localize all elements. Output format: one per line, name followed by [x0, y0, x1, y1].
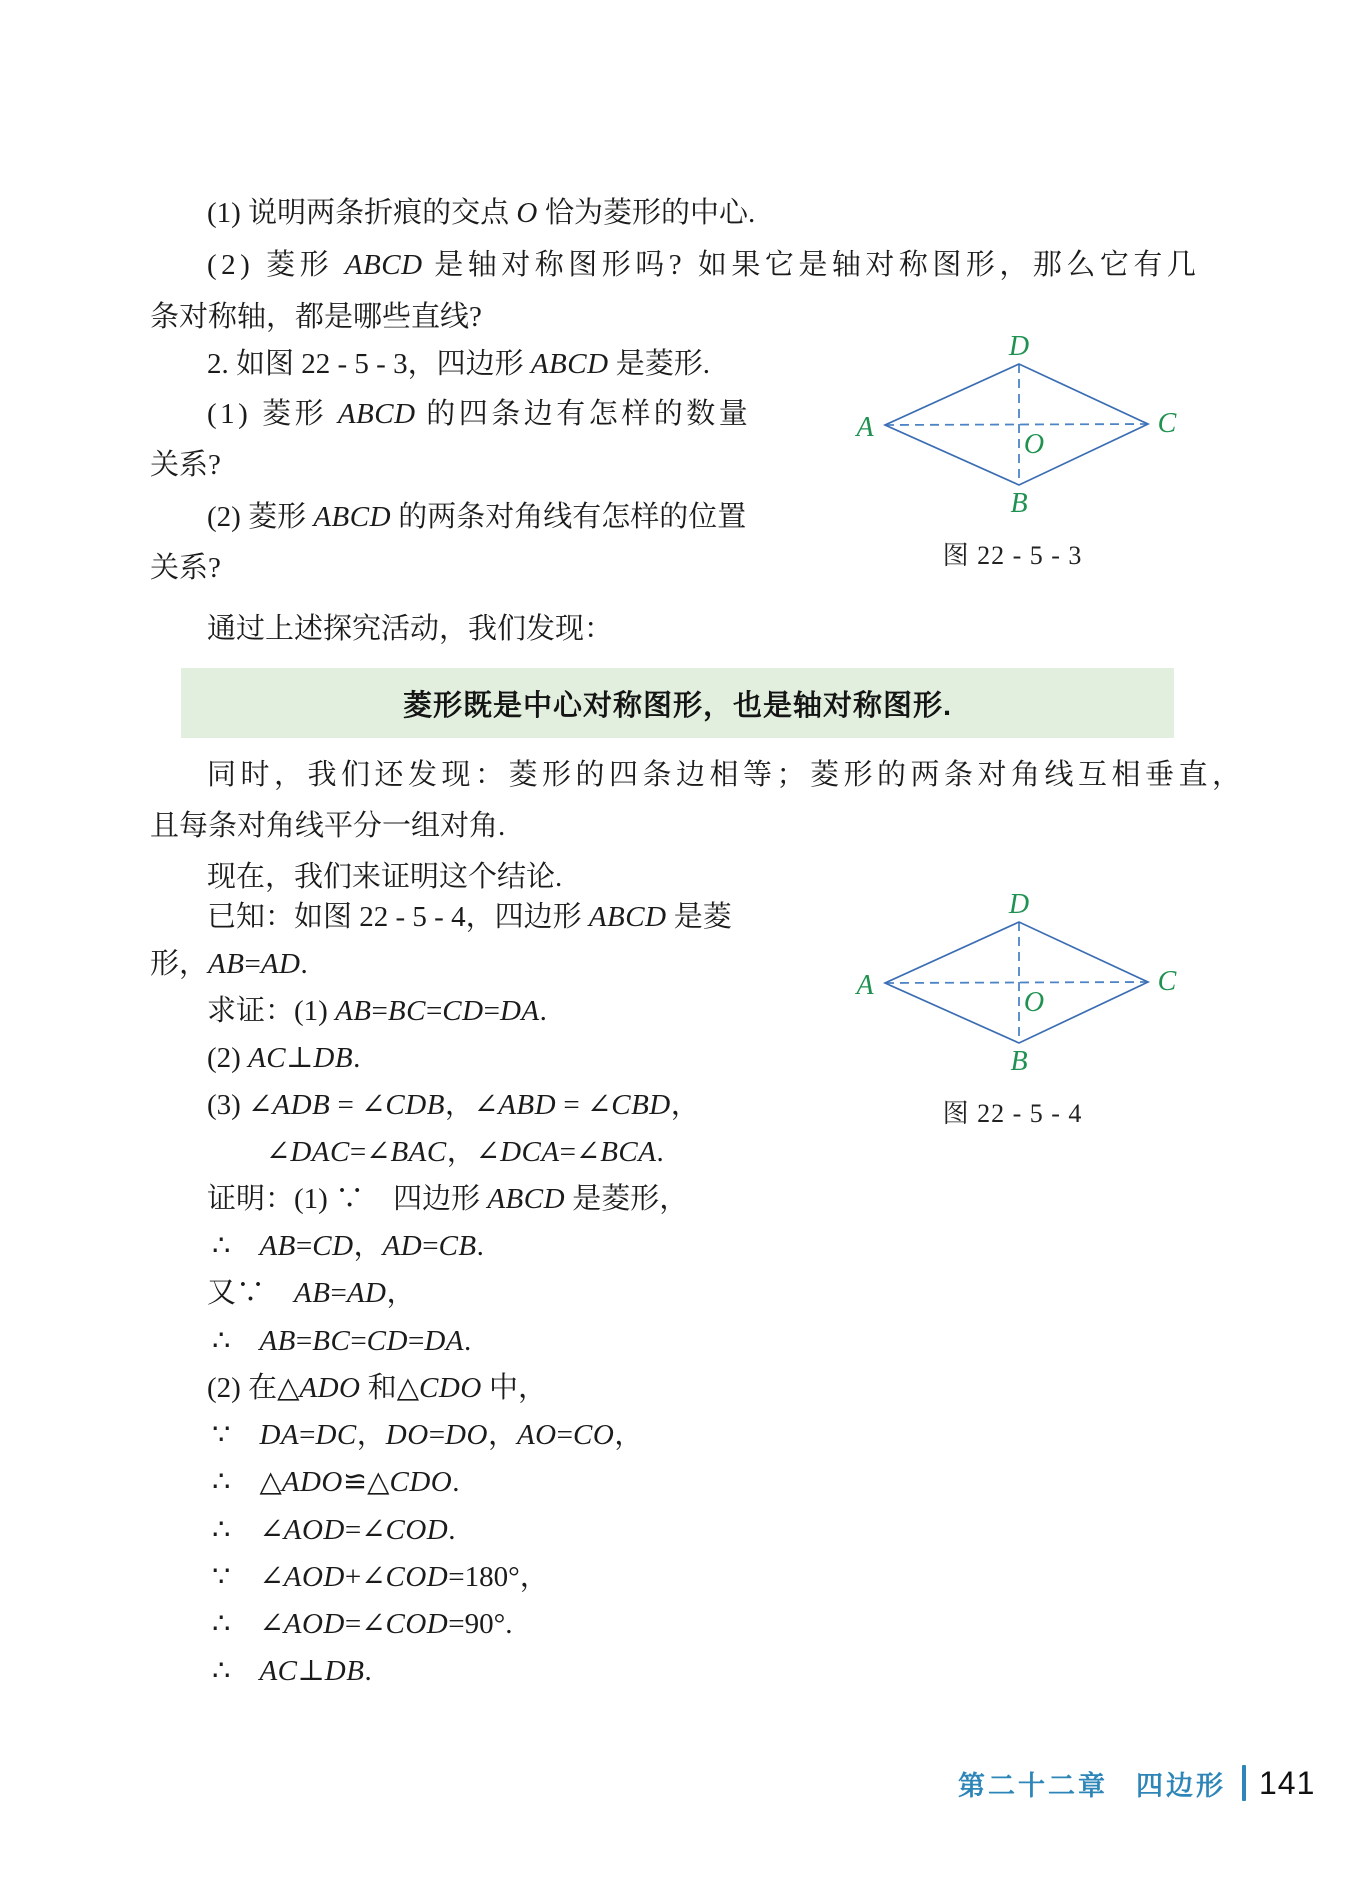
text-line: ∴ AB=BC=CD=DA. — [212, 1325, 472, 1357]
vertex-label-d: D — [1008, 331, 1030, 362]
center-label-o: O — [1023, 429, 1045, 460]
text-line: ∴ AC⊥DB. — [212, 1655, 372, 1687]
text-line: (3) ∠ADB = ∠CDB，∠ABD = ∠CBD， — [207, 1089, 700, 1121]
text-line: 条对称轴，都是哪些直线? — [150, 301, 482, 333]
text-line: (2) 在△ADO 和△CDO 中， — [207, 1372, 548, 1404]
text-line: ∵ ∠AOD+∠COD=180°， — [212, 1561, 549, 1593]
figure-caption: 图 22 - 5 - 4 — [942, 1099, 1083, 1128]
highlight-text: 菱形既是中心对称图形，也是轴对称图形. — [402, 689, 953, 722]
text-line: ∵ DA=DC，DO=DO，AO=CO， — [212, 1419, 644, 1451]
vertex-label-a: A — [856, 412, 874, 443]
page-number: 141 — [1259, 1764, 1316, 1801]
text-line: 关系? — [150, 552, 221, 584]
text-line: 关系? — [150, 449, 221, 481]
text-line: ∴ ∠AOD=∠COD. — [212, 1514, 456, 1546]
text-line: ∴ ∠AOD=∠COD=90°. — [212, 1608, 513, 1640]
figure-caption: 图 22 - 5 - 3 — [942, 541, 1083, 570]
footer-section: 四边形 — [1136, 1770, 1226, 1801]
text-line: (2) 菱形 ABCD 的两条对角线有怎样的位置 — [207, 501, 747, 533]
vertex-label-c: C — [1157, 408, 1177, 439]
text-line: 证明：(1) ∵ 四边形 ABCD 是菱形， — [207, 1183, 689, 1215]
text-line: 2. 如图 22 - 5 - 3，四边形 ABCD 是菱形. — [207, 348, 711, 380]
text-line: ∠DAC=∠BAC，∠DCA=∠BCA. — [266, 1136, 664, 1168]
text-line: 形，AB=AD. — [150, 948, 308, 980]
text-line: (1) 说明两条折痕的交点 O 恰为菱形的中心. — [207, 197, 756, 229]
text-line: 同时，我们还发现：菱形的四条边相等；菱形的两条对角线互相垂直， — [207, 759, 1246, 791]
text-line: ∴ AB=CD，AD=CB. — [212, 1230, 484, 1262]
page-footer — [958, 1762, 1315, 1804]
text-line: 通过上述探究活动，我们发现： — [207, 613, 614, 645]
center-label-o: O — [1023, 987, 1045, 1018]
text-line: (1) 菱形 ABCD 的四条边有怎样的数量 — [207, 398, 752, 430]
text-line: (2) 菱形 ABCD 是轴对称图形吗? 如果它是轴对称图形，那么它有几 — [207, 249, 1201, 281]
vertex-label-c: C — [1157, 966, 1177, 997]
text-line: 求证：(1) AB=BC=CD=DA. — [207, 995, 547, 1027]
vertex-label-b: B — [1010, 488, 1028, 519]
footer-chapter: 第二十二章 — [958, 1770, 1108, 1801]
vertex-label-d: D — [1008, 889, 1030, 920]
text-line: 又∵ AB=AD， — [207, 1277, 416, 1309]
figure-22-5-3 — [840, 330, 1185, 580]
text-line: 已知：如图 22 - 5 - 4，四边形 ABCD 是菱 — [207, 901, 732, 933]
footer-separator — [1242, 1765, 1246, 1801]
figure-22-5-4 — [840, 888, 1185, 1138]
text-line: ∴ △ADO≌△CDO. — [212, 1466, 460, 1498]
text-line: 现在，我们来证明这个结论. — [207, 861, 563, 893]
vertex-label-b: B — [1010, 1046, 1028, 1077]
vertex-label-a: A — [856, 970, 874, 1001]
text-line: (2) AC⊥DB. — [207, 1042, 361, 1074]
highlight-box — [181, 668, 1174, 738]
text-line: 且每条对角线平分一组对角. — [150, 810, 506, 842]
